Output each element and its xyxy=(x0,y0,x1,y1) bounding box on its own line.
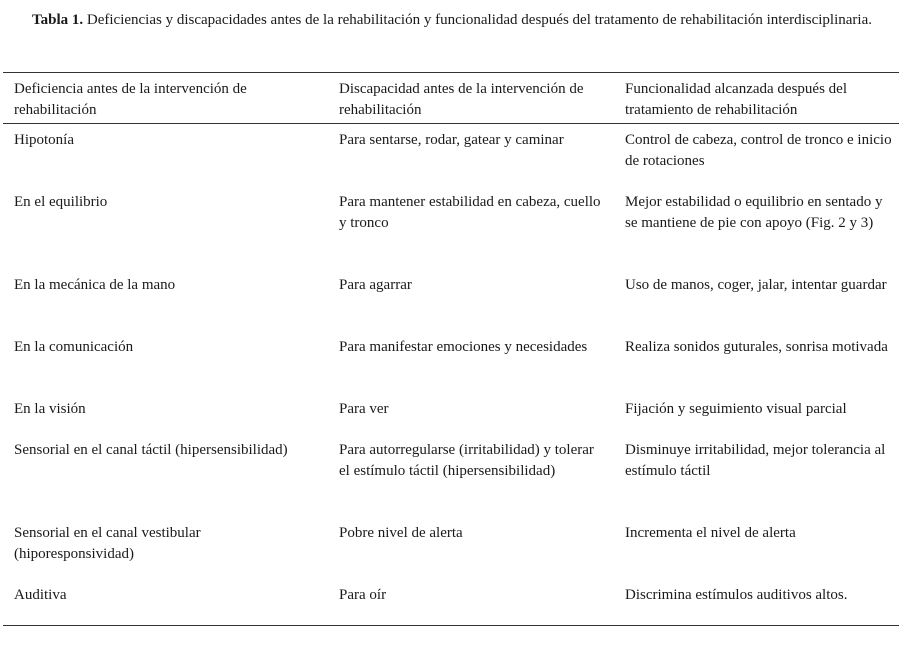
table-row xyxy=(3,434,899,517)
caption-text: Deficiencias y discapacidades antes de la rehabilitación y funcionalidad después del tratamento de rehabilitación interdisciplinaria. xyxy=(83,12,872,28)
cell-disability: Para mantener estabilidad en cabeza, cuello y tronco xyxy=(339,194,601,231)
header-disability: Discapacidad antes de la intervención de rehabilitación xyxy=(339,81,584,118)
cell-functionality: Control de cabeza, control de tronco e inicio de rotaciones xyxy=(625,132,892,169)
cell-functionality: Uso de manos, coger, jalar, intentar guardar xyxy=(625,277,887,293)
table-caption xyxy=(0,9,904,31)
cell-disability: Para ver xyxy=(339,401,389,417)
cell-deficiency: Auditiva xyxy=(14,587,67,603)
table-row xyxy=(3,579,899,625)
cell-deficiency: En el equilibrio xyxy=(14,194,108,210)
cell-deficiency: Hipotonía xyxy=(14,132,74,148)
cell-functionality: Realiza sonidos guturales, sonrisa motivada xyxy=(625,339,888,355)
cell-functionality: Disminuye irritabilidad, mejor tolerancia al estímulo táctil xyxy=(625,442,886,479)
cell-functionality: Incrementa el nivel de alerta xyxy=(625,525,796,541)
cell-disability: Pobre nivel de alerta xyxy=(339,525,463,541)
cell-disability: Para sentarse, rodar, gatear y caminar xyxy=(339,132,564,148)
cell-disability: Para manifestar emociones y necesidades xyxy=(339,339,588,355)
table-row xyxy=(3,331,899,393)
caption-lead: Tabla 1. xyxy=(32,12,84,28)
table-row xyxy=(3,517,899,579)
cell-functionality: Mejor estabilidad o equilibrio en sentado y se mantiene de pie con apoyo (Fig. 2 y 3) xyxy=(625,194,883,231)
table-row xyxy=(3,124,899,186)
cell-deficiency: En la visión xyxy=(14,401,86,417)
cell-deficiency: En la mecánica de la mano xyxy=(14,277,176,293)
cell-disability: Para agarrar xyxy=(339,277,412,293)
cell-disability: Para oír xyxy=(339,587,387,603)
table-row xyxy=(3,186,899,269)
table-row xyxy=(3,269,899,331)
cell-deficiency: Sensorial en el canal táctil (hipersensibilidad) xyxy=(14,442,288,458)
cell-deficiency: Sensorial en el canal vestibular (hiporesponsividad) xyxy=(14,525,201,562)
header-functionality: Funcionalidad alcanzada después del tratamiento de rehabilitación xyxy=(625,81,847,118)
cell-functionality: Discrimina estímulos auditivos altos. xyxy=(625,587,848,603)
cell-deficiency: En la comunicación xyxy=(14,339,134,355)
header-deficiency: Deficiencia antes de la intervención de rehabilitación xyxy=(14,81,247,118)
cell-functionality: Fijación y seguimiento visual parcial xyxy=(625,401,847,417)
table-row xyxy=(3,393,899,434)
table-header-row xyxy=(3,73,899,124)
rehabilitation-table xyxy=(3,72,899,626)
cell-disability: Para autorregularse (irritabilidad) y tolerar el estímulo táctil (hipersensibilidad) xyxy=(339,442,594,479)
